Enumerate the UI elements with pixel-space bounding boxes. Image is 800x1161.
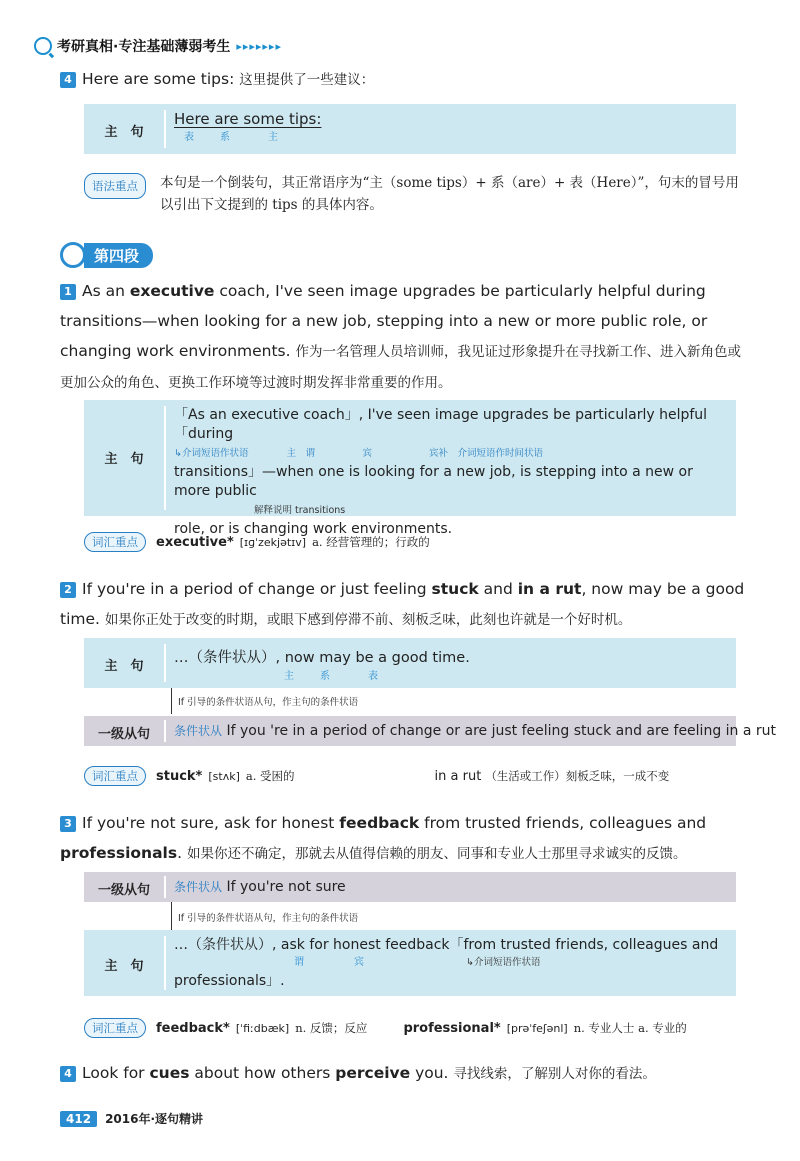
text-span: you.	[410, 1064, 449, 1082]
section-heading	[60, 242, 153, 268]
keyword: stuck	[431, 580, 479, 598]
footer-title: 2016年·逐句精讲	[105, 1112, 204, 1126]
analysis-sentence: …（条件状从）, now may be a good time.	[174, 650, 470, 666]
paragraph-1	[60, 276, 750, 398]
text-span: .	[177, 844, 183, 862]
text-span: , now may be a good time.	[60, 580, 745, 628]
box-divider	[164, 720, 166, 742]
box-label: 主 句	[104, 959, 144, 974]
section-search-icon	[60, 242, 86, 268]
keyword: feedback	[339, 814, 420, 832]
vocab-word: stuck*	[156, 768, 203, 784]
box-divider	[164, 110, 166, 148]
keyword: cues	[149, 1064, 190, 1082]
page-number: 412	[60, 1111, 97, 1127]
text-span: If you're in a period of change or just feeling	[82, 580, 432, 598]
page-footer	[60, 1110, 203, 1127]
paragraph-2	[60, 574, 750, 635]
analysis-box-main	[84, 930, 736, 996]
vocab-phonetic: [ˈfiːdbæk]	[235, 1021, 290, 1035]
box-label: 主 句	[104, 659, 144, 674]
clause-tag: 条件状从	[174, 880, 223, 894]
analysis-sentence: Here are some tips:	[174, 110, 322, 128]
box-label: 一级从句	[97, 727, 150, 742]
box-divider	[164, 644, 166, 682]
vocab-word: professional*	[403, 1020, 501, 1036]
vocab-block	[84, 532, 430, 552]
vocab-word: executive*	[156, 534, 234, 550]
text-span: about how others	[189, 1064, 336, 1082]
analysis-box-subclause	[84, 716, 777, 746]
paragraph-translation: 寻找线索，了解别人对你的看法。	[453, 1066, 656, 1082]
vocab-tag: 词汇重点	[84, 1018, 146, 1038]
vocab-definition: （生活或工作）刻板乏味，一成不变	[485, 769, 670, 783]
analysis-box-subclause	[84, 872, 736, 902]
paragraph-translation: 作为一名管理人员培训师，我见证过形象提升在寻找新工作、进入新角色或更加公众的角色、更换工作环境等过渡时期发挥非常重要的作用。	[60, 344, 741, 391]
box-divider	[164, 406, 166, 510]
clause-text: If you 're in a period of change or are just feeling stuck and are feeling in a rut	[226, 723, 777, 739]
vocab-definition: a. 受困的	[245, 769, 295, 783]
analysis-sentence-2: professionals」.	[174, 973, 285, 989]
tip-english: Here are some tips:	[82, 70, 235, 88]
vocab-phonetic: [ɪɡˈzekjətɪv]	[239, 535, 307, 549]
number-badge: 1	[60, 284, 76, 300]
analysis-box-main	[84, 104, 736, 154]
text-span: coach, I've seen image upgrades be particularly helpful during transitions—when looking for a new job, stepping into a new or more public role, or changing work environments.	[60, 282, 708, 360]
link-arrow	[171, 902, 172, 930]
analysis-line-3: role, or is changing work environments.	[174, 521, 453, 537]
box-divider	[164, 876, 166, 898]
clause-link-note: If 引导的条件状语从句，作主句的条件状语	[178, 697, 359, 708]
sentence-roles: 主 系 表	[284, 671, 380, 682]
vocab-block	[84, 766, 744, 786]
paragraph-translation: 如果你正处于改变的时期，或眼下感到停滞不前、刻板乏味，此刻也许就是一个好时机。	[104, 612, 632, 628]
number-badge: 4	[60, 1066, 76, 1082]
brand-header	[34, 36, 282, 56]
keyword: executive	[129, 282, 215, 300]
box-divider	[164, 936, 166, 990]
text-span: As an	[82, 282, 130, 300]
sentence-roles: 表 系 主	[184, 132, 280, 143]
link-arrow	[171, 688, 172, 714]
keyword: in a rut	[517, 580, 582, 598]
keyword: professionals	[60, 844, 178, 862]
grammar-tag: 语法重点	[84, 173, 146, 199]
text-span: and	[478, 580, 518, 598]
tip-translation: 这里提供了一些建议：	[239, 72, 375, 88]
clause-link-note: If 引导的条件状语从句，作主句的条件状语	[178, 913, 359, 924]
analysis-notes-1: ↳介词短语作状语 主 谓 宾 宾补 介词短语作时间状语	[174, 448, 543, 459]
grammar-note-block	[84, 172, 744, 216]
clause-text: If you're not sure	[226, 879, 346, 895]
analysis-sentence: …（条件状从）, ask for honest feedback「from trusted friends, colleagues and	[174, 937, 719, 953]
vocab-definition: n. 专业人士 a. 专业的	[573, 1021, 687, 1035]
number-badge: 4	[60, 72, 76, 88]
vocab-definition: a. 经营管理的；行政的	[312, 535, 430, 549]
analysis-note-2: 解释说明 transitions	[254, 505, 346, 516]
text-span: Look for	[82, 1064, 150, 1082]
vocab-definition: n. 反馈；反应	[295, 1021, 368, 1035]
paragraph-translation: 如果你还不确定，那就去从值得信赖的朋友、同事和专业人士那里寻求诚实的反馈。	[186, 846, 687, 862]
search-logo-icon	[34, 37, 52, 55]
grammar-note: 本句是一个倒装句，其正常语序为“主（some tips）+ 系（are）+ 表（Here）”，句末的冒号用以引出下文提到的 tips 的具体内容。	[160, 175, 739, 213]
number-badge: 3	[60, 816, 76, 832]
box-label: 主 句	[104, 125, 144, 140]
analysis-line-1: 「As an executive coach」, I've seen image upgrades be particularly helpful「during	[174, 407, 708, 442]
analysis-box-main	[84, 400, 736, 537]
vocab-tag: 词汇重点	[84, 532, 146, 552]
paragraph-4	[60, 1058, 750, 1089]
vocab-phonetic: [prəˈfeʃənl]	[506, 1021, 568, 1035]
arrows-decoration: ▸▸▸▸▸▸▸	[236, 39, 282, 53]
vocab-tag: 词汇重点	[84, 766, 146, 786]
analysis-note: ↳介词短语作状语	[466, 957, 541, 968]
brand-title: 考研真相·专注基础薄弱考生	[57, 39, 231, 55]
tip-sentence	[60, 64, 750, 95]
text-span: If you're not sure, ask for honest	[82, 814, 340, 832]
number-badge: 2	[60, 582, 76, 598]
section-title: 第四段	[84, 243, 153, 268]
analysis-box-main	[84, 638, 736, 688]
paragraph-3	[60, 808, 750, 869]
vocab-word: feedback*	[156, 1020, 230, 1036]
box-label: 主 句	[104, 452, 144, 467]
keyword: perceive	[335, 1064, 411, 1082]
vocab-block	[84, 1018, 754, 1038]
clause-tag: 条件状从	[174, 724, 223, 738]
vocab-phonetic: [stʌk]	[208, 769, 240, 783]
vocab-word: in a rut	[434, 768, 482, 784]
sentence-roles: 谓 宾	[294, 957, 366, 968]
analysis-line-2: transitions」—when one is looking for a new job, is stepping into a new or more public	[174, 464, 693, 499]
text-span: from trusted friends, colleagues and	[419, 814, 707, 832]
box-label: 一级从句	[97, 883, 150, 898]
